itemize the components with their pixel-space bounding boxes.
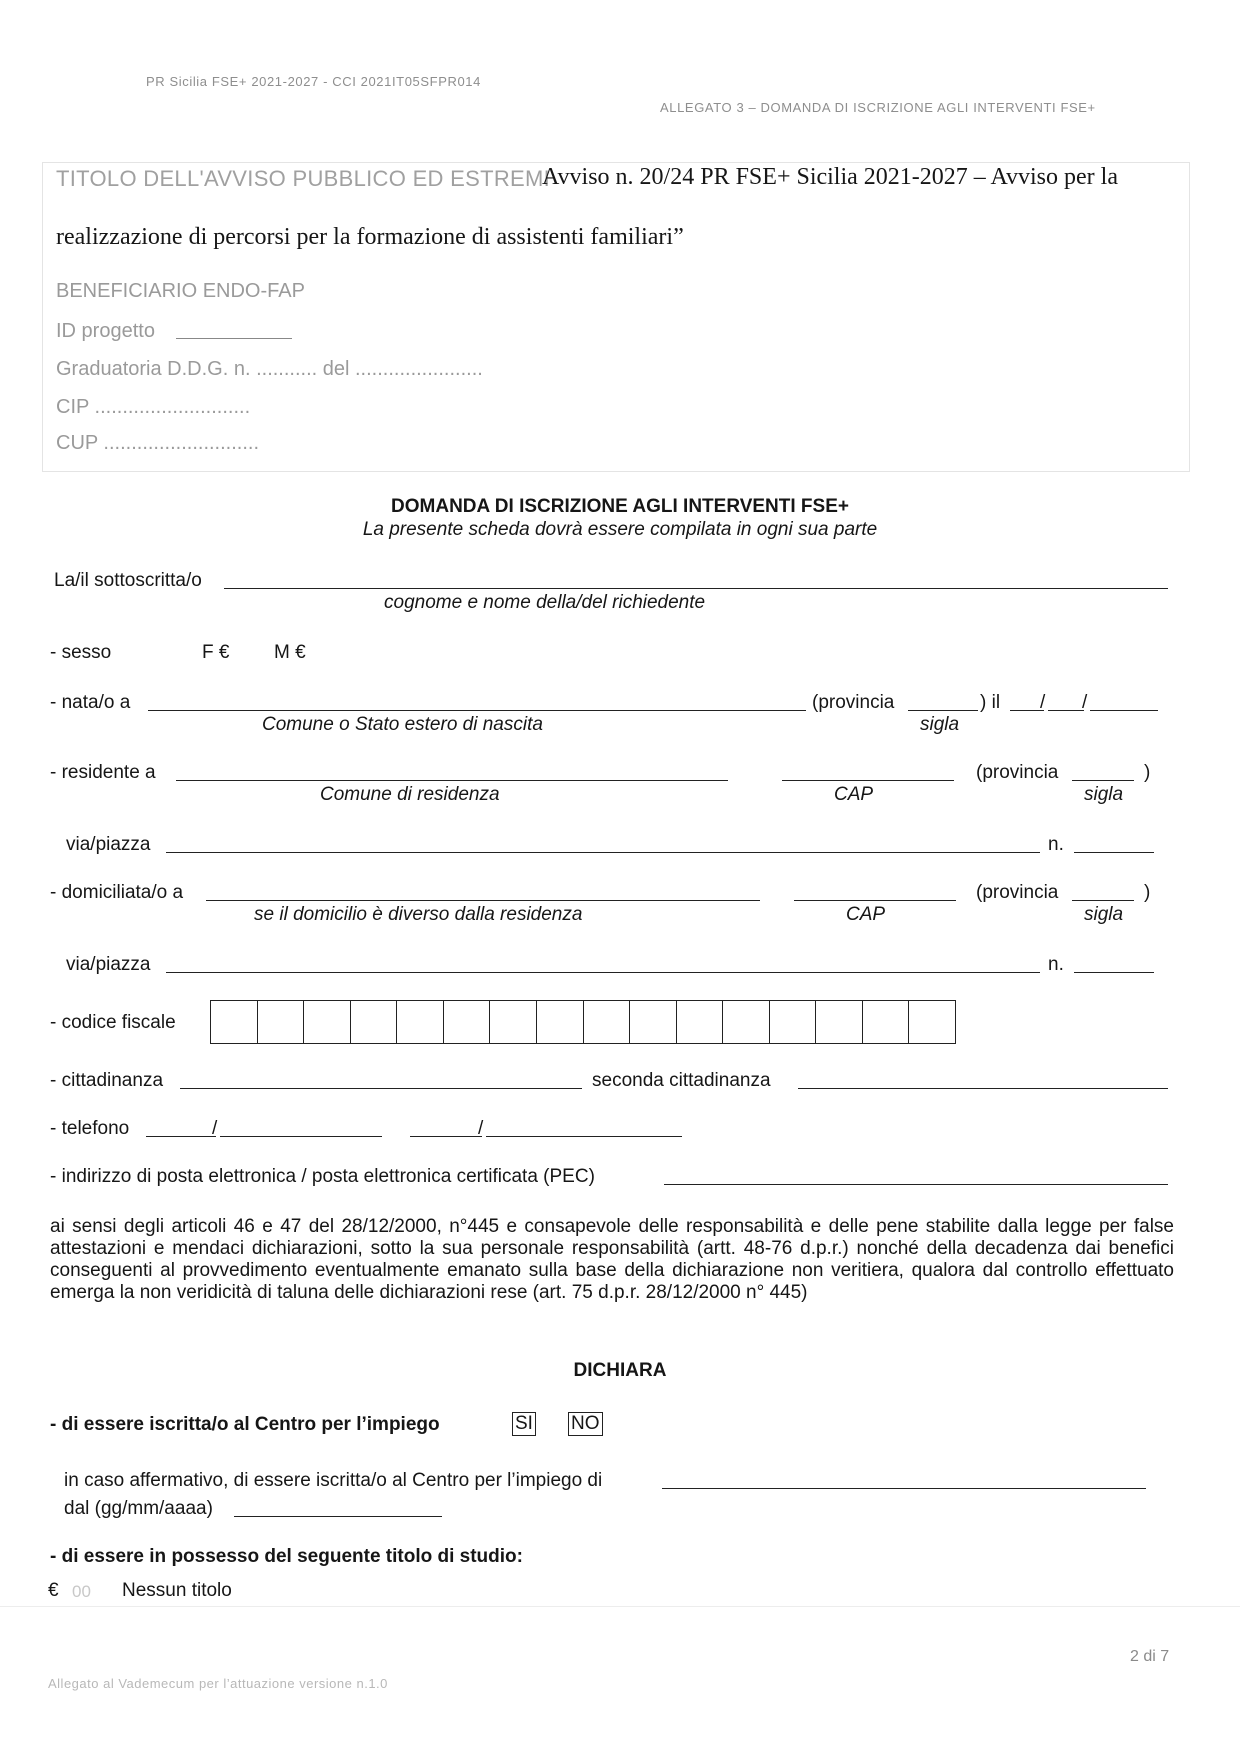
- page-divider: [0, 1606, 1240, 1607]
- sottoscritto-hint: cognome e nome della/del richiedente: [384, 592, 706, 613]
- domicilio-via-label: via/piazza: [66, 954, 151, 975]
- header-program: PR Sicilia FSE+ 2021-2027 - CCI 2021IT05SFPR014: [146, 74, 481, 89]
- residente-cap-hint: CAP: [834, 784, 874, 805]
- form-title: DOMANDA DI ISCRIZIONE AGLI INTERVENTI FSE+: [391, 496, 849, 517]
- header-attachment: ALLEGATO 3 – DOMANDA DI ISCRIZIONE AGLI INTERVENTI FSE+: [660, 100, 1096, 115]
- nato-year-field[interactable]: [1090, 710, 1158, 711]
- codice-fiscale-grid[interactable]: [210, 1000, 956, 1044]
- domicilio-provincia-field[interactable]: [1072, 900, 1134, 901]
- date-slash-2: /: [1082, 692, 1088, 713]
- cf-cell[interactable]: [863, 1001, 910, 1043]
- cf-cell[interactable]: [351, 1001, 398, 1043]
- nato-hint: Comune o Stato estero di nascita: [262, 714, 543, 735]
- cf-cell[interactable]: [909, 1001, 955, 1043]
- cittadinanza-label: - cittadinanza: [50, 1070, 164, 1091]
- beneficiario: BENEFICIARIO ENDO-FAP: [56, 280, 305, 302]
- residente-hint: Comune di residenza: [320, 784, 500, 805]
- declaration-paragraph: ai sensi degli articoli 46 e 47 del 28/12/2000, n°445 e consapevole delle responsabilità e delle pene stabilite dalla legge per false attestazioni e mendaci dichiarazioni, sotto la sua personale responsabilità (artt. 48-76 d.p.r.) nonché della decadenza dai benefici conseguenti al provvedimento eventualmente emanato sulla base della dichiarazione non veritiera, qualora dal controllo effettuato emerga la non veridicità di taluna delle dichiarazioni rese (art. 75 d.p.r. 28/12/2000 n° 445): [50, 1216, 1174, 1303]
- titolo-option-checkbox[interactable]: €: [48, 1580, 59, 1601]
- nato-sigla-hint: sigla: [920, 714, 960, 735]
- avviso-box: [42, 162, 1190, 472]
- residente-close-paren: ): [1144, 762, 1151, 783]
- sottoscritto-label: La/il sottoscritta/o: [54, 570, 202, 591]
- cittadinanza-field[interactable]: [180, 1088, 582, 1089]
- cf-cell[interactable]: [630, 1001, 677, 1043]
- domicilio-field[interactable]: [206, 900, 760, 901]
- nato-month-field[interactable]: [1048, 710, 1084, 711]
- nato-field[interactable]: [148, 710, 806, 711]
- domicilio-hint: se il domicilio è diverso dalla residenza: [254, 904, 583, 925]
- telefono2-prefix-field[interactable]: [410, 1136, 482, 1137]
- cf-cell[interactable]: [723, 1001, 770, 1043]
- sottoscritto-field[interactable]: [224, 588, 1168, 589]
- footer-note: Allegato al Vademecum per l’attuazione versione n.1.0: [48, 1676, 388, 1691]
- telefono2-slash: /: [478, 1118, 484, 1139]
- cf-cell[interactable]: [677, 1001, 724, 1043]
- nato-label: - nata/o a: [50, 692, 131, 713]
- domicilio-via-field[interactable]: [166, 972, 1040, 973]
- sesso-m-option[interactable]: M €: [274, 642, 306, 663]
- domicilio-provincia-label: (provincia: [976, 882, 1059, 903]
- domicilio-label: - domiciliata/o a: [50, 882, 184, 903]
- telefono1-slash: /: [212, 1118, 218, 1139]
- residente-via-label: via/piazza: [66, 834, 151, 855]
- cf-cell[interactable]: [304, 1001, 351, 1043]
- telefono1-number-field[interactable]: [220, 1136, 382, 1137]
- cf-cell[interactable]: [537, 1001, 584, 1043]
- residente-cap-field[interactable]: [782, 780, 954, 781]
- residente-provincia-field[interactable]: [1072, 780, 1134, 781]
- domicilio-sigla-hint: sigla: [1084, 904, 1124, 925]
- domicilio-cap-hint: CAP: [846, 904, 886, 925]
- domicilio-cap-field[interactable]: [794, 900, 956, 901]
- domicilio-n-field[interactable]: [1074, 972, 1154, 973]
- cpi-label: - di essere iscritta/o al Centro per l’impiego: [50, 1414, 440, 1435]
- cpi-detail-field[interactable]: [662, 1488, 1146, 1489]
- nato-day-field[interactable]: [1010, 710, 1044, 711]
- cf-cell[interactable]: [211, 1001, 258, 1043]
- cpi-no-checkbox[interactable]: NO: [568, 1412, 603, 1436]
- cf-cell[interactable]: [490, 1001, 537, 1043]
- codice-fiscale-label: - codice fiscale: [50, 1012, 176, 1033]
- telefono2-number-field[interactable]: [486, 1136, 682, 1137]
- avviso-title-line2: realizzazione di percorsi per la formazione di assistenti familiari”: [56, 224, 684, 250]
- titolo-option-label: Nessun titolo: [122, 1580, 232, 1601]
- seconda-cittadinanza-field[interactable]: [798, 1088, 1168, 1089]
- id-progetto-label: ID progetto: [56, 320, 155, 342]
- residente-label: - residente a: [50, 762, 156, 783]
- cf-cell[interactable]: [397, 1001, 444, 1043]
- residente-field[interactable]: [176, 780, 728, 781]
- telefono1-prefix-field[interactable]: [146, 1136, 216, 1137]
- cf-cell[interactable]: [770, 1001, 817, 1043]
- avviso-label: TITOLO DELL'AVVISO PUBBLICO ED ESTREMI: [56, 166, 551, 191]
- cf-cell[interactable]: [444, 1001, 491, 1043]
- residente-n-label: n.: [1048, 834, 1064, 855]
- cpi-dal-label: dal (gg/mm/aaaa): [64, 1498, 213, 1519]
- page-number: 2 di 7: [1130, 1648, 1170, 1665]
- residente-sigla-hint: sigla: [1084, 784, 1124, 805]
- graduatoria: Graduatoria D.D.G. n. ........... del .......................: [56, 358, 483, 380]
- cup: CUP ............................: [56, 432, 260, 454]
- seconda-cittadinanza-label: seconda cittadinanza: [592, 1070, 771, 1091]
- cip: CIP ............................: [56, 396, 251, 418]
- domicilio-close-paren: ): [1144, 882, 1151, 903]
- nato-provincia-field[interactable]: [908, 710, 978, 711]
- cf-cell[interactable]: [816, 1001, 863, 1043]
- cf-cell[interactable]: [258, 1001, 305, 1043]
- sesso-label: - sesso: [50, 642, 112, 663]
- telefono-label: - telefono: [50, 1118, 130, 1139]
- residente-provincia-label: (provincia: [976, 762, 1059, 783]
- date-slash-1: /: [1040, 692, 1046, 713]
- sesso-f-option[interactable]: F €: [202, 642, 230, 663]
- residente-n-field[interactable]: [1074, 852, 1154, 853]
- nato-il-label: ) il: [980, 692, 1001, 713]
- avviso-title-line1: Avviso n. 20/24 PR FSE+ Sicilia 2021-2027 – Avviso per la: [542, 164, 1118, 190]
- cf-cell[interactable]: [584, 1001, 631, 1043]
- form-subtitle: La presente scheda dovrà essere compilata in ogni sua parte: [362, 519, 878, 540]
- domicilio-n-label: n.: [1048, 954, 1064, 975]
- email-field[interactable]: [664, 1184, 1168, 1185]
- email-label: - indirizzo di posta elettronica / posta elettronica certificata (PEC): [50, 1166, 595, 1187]
- cpi-si-checkbox[interactable]: SI: [512, 1412, 536, 1436]
- residente-via-field[interactable]: [166, 852, 1040, 853]
- id-progetto-line[interactable]: [176, 338, 292, 339]
- titolo-option-code: 00: [72, 1582, 91, 1601]
- cpi-detail-label: in caso affermativo, di essere iscritta/o al Centro per l’impiego di: [64, 1470, 603, 1491]
- dichiara-heading: DICHIARA: [573, 1360, 667, 1381]
- cpi-dal-field[interactable]: [234, 1516, 442, 1517]
- titolo-studio-label: - di essere in possesso del seguente titolo di studio:: [50, 1546, 523, 1567]
- nato-provincia-label: (provincia: [812, 692, 895, 713]
